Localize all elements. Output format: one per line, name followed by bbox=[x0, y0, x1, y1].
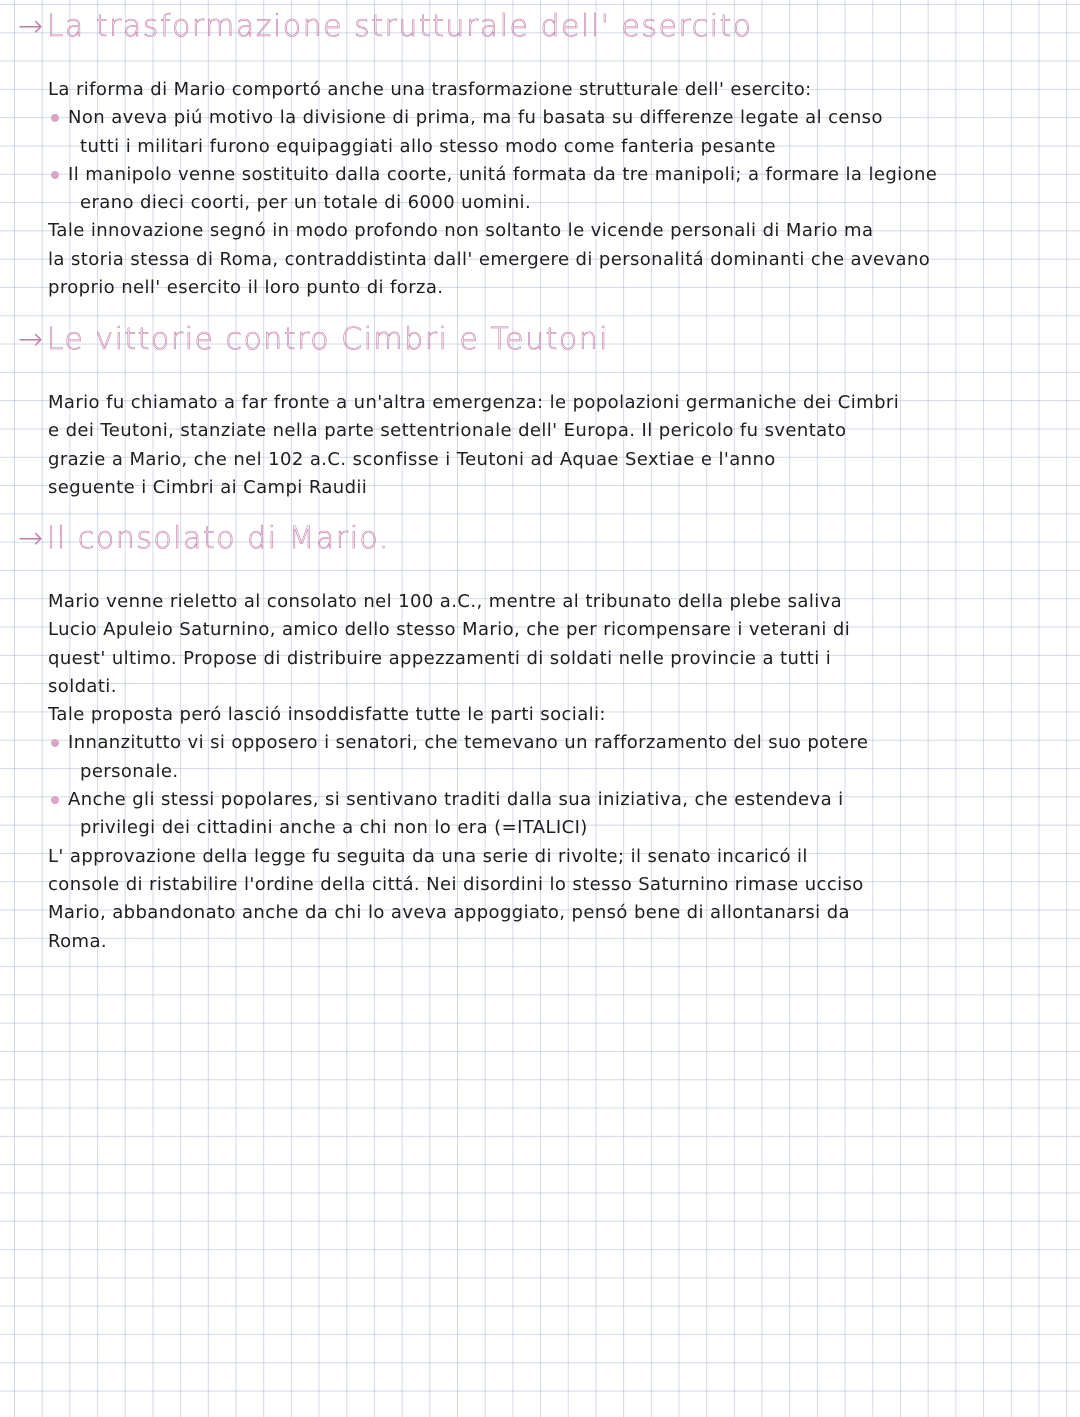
text-line: personale. bbox=[80, 760, 179, 782]
section-title: Le vittorie contro Cimbri e Teutoni bbox=[46, 322, 610, 357]
arrow-icon: → bbox=[18, 521, 45, 556]
arrow-icon: → bbox=[18, 322, 45, 357]
text-line: soldati. bbox=[48, 675, 117, 697]
text-line: Roma. bbox=[48, 930, 107, 952]
section-body-esercito bbox=[48, 76, 1063, 302]
arrow-icon: → bbox=[18, 9, 45, 44]
text-line: proprio nell' esercito il loro punto di forza. bbox=[48, 277, 444, 299]
text-line: Mario venne rieletto al consolato nel 100 a.C., mentre al tribunato della plebe saliva bbox=[48, 591, 843, 612]
text-line: seguente i Cimbri ai Campi Raudii bbox=[48, 476, 368, 498]
text-line: grazie a Mario, che nel 102 a.C. sconfisse i Teutoni ad Aquae Sextiae e l'anno bbox=[48, 448, 776, 470]
bullet-text: Innanzitutto vi si opposero i senatori, che temevano un rafforzamento del suo potere bbox=[68, 732, 869, 754]
bullet-text: Il manipolo venne sostituito dalla coorte, unitá formata da tre manipoli; a formare la legione bbox=[68, 163, 938, 185]
text-line: Tale proposta peró lasció insoddisfatte tutte le parti sociali: bbox=[48, 704, 606, 726]
bullet-line bbox=[48, 104, 1063, 132]
section-heading-esercito bbox=[18, 10, 753, 44]
text-line: La riforma di Mario comportó anche una trasformazione strutturale dell' esercito: bbox=[48, 79, 812, 100]
text-line: privilegi dei cittadini anche a chi non lo era (=ITALICI) bbox=[80, 817, 588, 839]
text-line: e dei Teutoni, stanziate nella parte settentrionale dell' Europa. Il pericolo fu sventato bbox=[48, 420, 847, 442]
bullet-line bbox=[48, 161, 1063, 189]
text-line: Tale innovazione segnó in modo profondo non soltanto le vicende personali di Mario ma bbox=[48, 220, 874, 242]
text-line: Lucio Apuleio Saturnino, amico dello stesso Mario, che per ricompensare i veterani di bbox=[48, 619, 851, 641]
text-line: la storia stessa di Roma, contraddistinta dall' emergere di personalitá dominanti che avevano bbox=[48, 248, 931, 270]
bullet-text: Anche gli stessi popolares, si sentivano traditi dalla sua iniziativa, che estendeva i bbox=[68, 789, 844, 811]
text-line: tutti i militari furono equipaggiati allo stesso modo come fanteria pesante bbox=[80, 135, 776, 157]
bullet-line bbox=[48, 729, 1063, 757]
section-body-consolato bbox=[48, 588, 1063, 956]
section-title: La trasformazione strutturale dell' esercito bbox=[46, 9, 753, 44]
text-line: erano dieci coorti, per un totale di 6000 uomini. bbox=[80, 192, 532, 214]
text-line: quest' ultimo. Propose di distribuire appezzamenti di soldati nelle provincie a tutti i bbox=[48, 647, 832, 669]
section-body-vittorie bbox=[48, 389, 1063, 502]
text-line: Mario, abbandonato anche da chi lo aveva appoggiato, pensó bene di allontanarsi da bbox=[48, 902, 850, 924]
section-title: Il consolato di Mario. bbox=[46, 521, 390, 556]
section-heading-consolato bbox=[18, 522, 390, 556]
bullet-line bbox=[48, 786, 1063, 814]
text-line: console di ristabilire l'ordine della cittá. Nei disordini lo stesso Saturnino rimase ucciso bbox=[48, 873, 864, 895]
bullet-text: Non aveva piú motivo la divisione di prima, ma fu basata su differenze legate al censo bbox=[68, 107, 883, 129]
text-line: L' approvazione della legge fu seguita da una serie di rivolte; il senato incaricó il bbox=[48, 845, 808, 867]
section-heading-vittorie bbox=[18, 323, 609, 357]
text-line: Mario fu chiamato a far fronte a un'altra emergenza: le popolazioni germaniche dei Cimbri bbox=[48, 392, 900, 413]
